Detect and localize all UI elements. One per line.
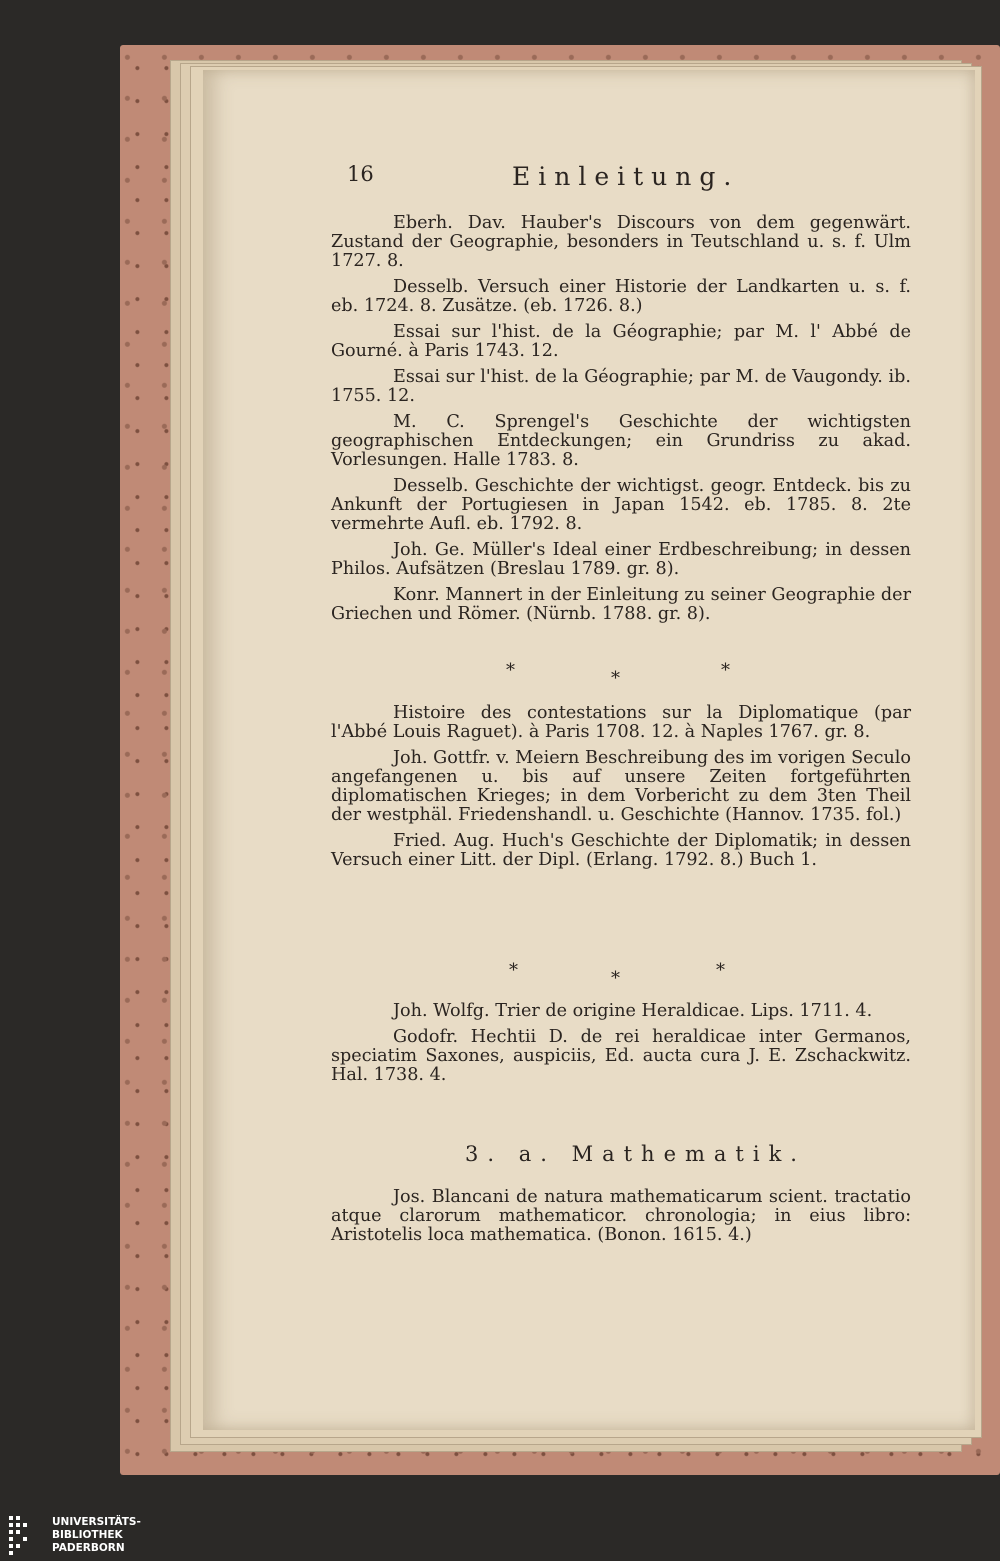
bibliography-entry: Fried. Aug. Huch's Geschichte der Diplomatik; in dessen Versuch einer Litt. der Dipl. (Erlang. 1792. 8.) Buch 1. — [331, 831, 911, 870]
page-number: 16 — [347, 162, 374, 186]
library-logo-line: PADERBORN — [52, 1542, 125, 1554]
separator-star: * — [716, 960, 725, 981]
book-page — [203, 70, 975, 1430]
bibliography-entry: Eberh. Dav. Hauber's Discours von dem gegenwärt. Zustand der Geographie, besonders in Teutschland u. s. f. Ulm 1727. 8. — [331, 213, 911, 271]
bibliography-entry: M. C. Sprengel's Geschichte der wichtigsten geographischen Entdeckungen; ein Grundriss zu akad. Vorlesungen. Halle 1783. 8. — [331, 412, 911, 470]
bibliography-entry: Konr. Mannert in der Einleitung zu seiner Geographie der Griechen und Römer. (Nürnb. 1788. gr. 8). — [331, 585, 911, 624]
library-logo-text — [52, 1516, 141, 1555]
bibliography-entry: Joh. Gottfr. v. Meiern Beschreibung des im vorigen Seculo angefangenen u. bis auf unsere Zeiten fortgeführten diplomatischen Krieges; in dem Vorbericht zu dem 3ten Theil der westphäl. Friedenshandl. u. Geschichte (Hannov. 1735. fol.) — [331, 748, 911, 825]
bibliography-entry: Desselb. Versuch einer Historie der Landkarten u. s. f. eb. 1724. 8. Zusätze. (eb. 1726. 8.) — [331, 277, 911, 316]
bibliography-entry: Godofr. Hechtii D. de rei heraldicae inter Germanos, speciatim Saxones, auspiciis, Ed. aucta cura J. E. Zschackwitz. Hal. 1738. 4. — [331, 1027, 911, 1085]
section-separator — [331, 960, 911, 989]
library-logo — [0, 1508, 140, 1561]
bibliography-entry: Essai sur l'hist. de la Géographie; par M. l' Abbé de Gourné. à Paris 1743. 12. — [331, 322, 911, 361]
library-logo-line: BIBLIOTHEK — [52, 1529, 123, 1541]
entry-group-heraldry — [331, 1002, 911, 1092]
separator-star: * — [611, 968, 620, 989]
entry-group-mathematics — [331, 1188, 911, 1252]
separator-star: * — [611, 668, 620, 689]
bibliography-entry: Jos. Blancani de natura mathematicarum scient. tractatio atque clarorum mathematicor. chronologia; in eius libro: Aristotelis loca mathematica. (Bonon. 1615. 4.) — [331, 1187, 911, 1245]
section-heading: 3. a. Mathematik. — [465, 1142, 806, 1166]
library-logo-line: UNIVERSITÄTS- — [52, 1516, 141, 1528]
bibliography-entry: Histoire des contestations sur la Diplomatique (par l'Abbé Louis Raguet). à Paris 1708. 12. à Naples 1767. gr. 8. — [331, 703, 911, 742]
entry-group-diplomatics — [331, 704, 911, 877]
bibliography-entry: Joh. Ge. Müller's Ideal einer Erdbeschreibung; in dessen Philos. Aufsätzen (Breslau 1789. gr. 8). — [331, 540, 911, 579]
running-title: Einleitung. — [512, 162, 740, 191]
separator-star: * — [506, 660, 515, 681]
separator-star: * — [509, 960, 518, 981]
page-header — [347, 162, 907, 202]
separator-star: * — [721, 660, 730, 681]
section-separator — [331, 660, 911, 689]
library-logo-icon — [6, 1513, 44, 1557]
bibliography-entry: Desselb. Geschichte der wichtigst. geogr. Entdeck. bis zu Ankunft der Portugiesen in Japan 1542. eb. 1785. 8. 2te vermehrte Aufl. eb. 1792. 8. — [331, 476, 911, 534]
entry-group-geography — [331, 214, 911, 631]
bibliography-entry: Joh. Wolfg. Trier de origine Heraldicae. Lips. 1711. 4. — [393, 1001, 873, 1021]
bibliography-entry: Essai sur l'hist. de la Géographie; par M. de Vaugondy. ib. 1755. 12. — [331, 367, 911, 406]
